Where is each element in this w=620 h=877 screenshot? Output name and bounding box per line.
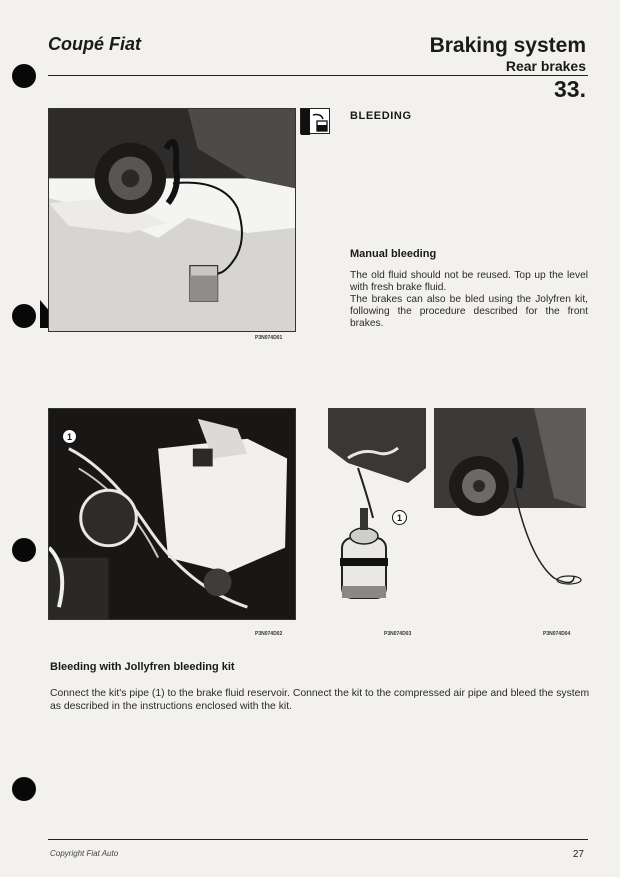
brand-name: Coupé Fiat [48, 34, 141, 54]
rear-brake-photo [434, 408, 586, 620]
manual-paragraph: The brakes can also be bled using the Jolyfren kit, following the procedure described for the front brakes. [350, 294, 588, 329]
photo-caption: P3N074D03 [384, 631, 412, 637]
jollyfren-heading: Bleeding with Jollyfren bleeding kit [50, 661, 235, 673]
header-rule [48, 75, 588, 76]
punch-hole [12, 538, 36, 562]
photo-caption: P3N074D02 [255, 631, 283, 637]
bleeding-kit-photo [328, 408, 426, 620]
system-title: Braking system [429, 34, 586, 57]
punch-hole [12, 304, 36, 328]
manual-bleeding-text [350, 270, 588, 330]
footer-rule [48, 839, 588, 840]
callout-1: 1 [62, 429, 77, 444]
punch-hole [12, 64, 36, 88]
punch-hole [12, 777, 36, 801]
photo-caption: P3N074D01 [255, 335, 283, 341]
copyright-notice: Copyright Fiat Auto [50, 849, 119, 858]
bleeding-icon [300, 108, 330, 134]
bleeding-heading: BLEEDING [350, 110, 412, 122]
manual-bleeding-heading: Manual bleeding [350, 248, 437, 260]
jollyfren-text: Connect the kit's pipe (1) to the brake fluid reservoir. Connect the kit to the compressed air pipe and bleed the system as described in the instructions enclosed with the kit. [50, 688, 590, 712]
system-subtitle: Rear brakes [505, 58, 586, 74]
reservoir-photo [48, 408, 296, 620]
manual-paragraph: The old fluid should not be reused. Top up the level with fresh brake fluid. [350, 270, 588, 293]
manual-bleeding-photo [48, 108, 296, 332]
page-number: 27 [572, 849, 584, 860]
callout-1: 1 [392, 510, 407, 525]
section-number: 33. [554, 76, 586, 102]
photo-caption: P3N074D04 [543, 631, 571, 637]
